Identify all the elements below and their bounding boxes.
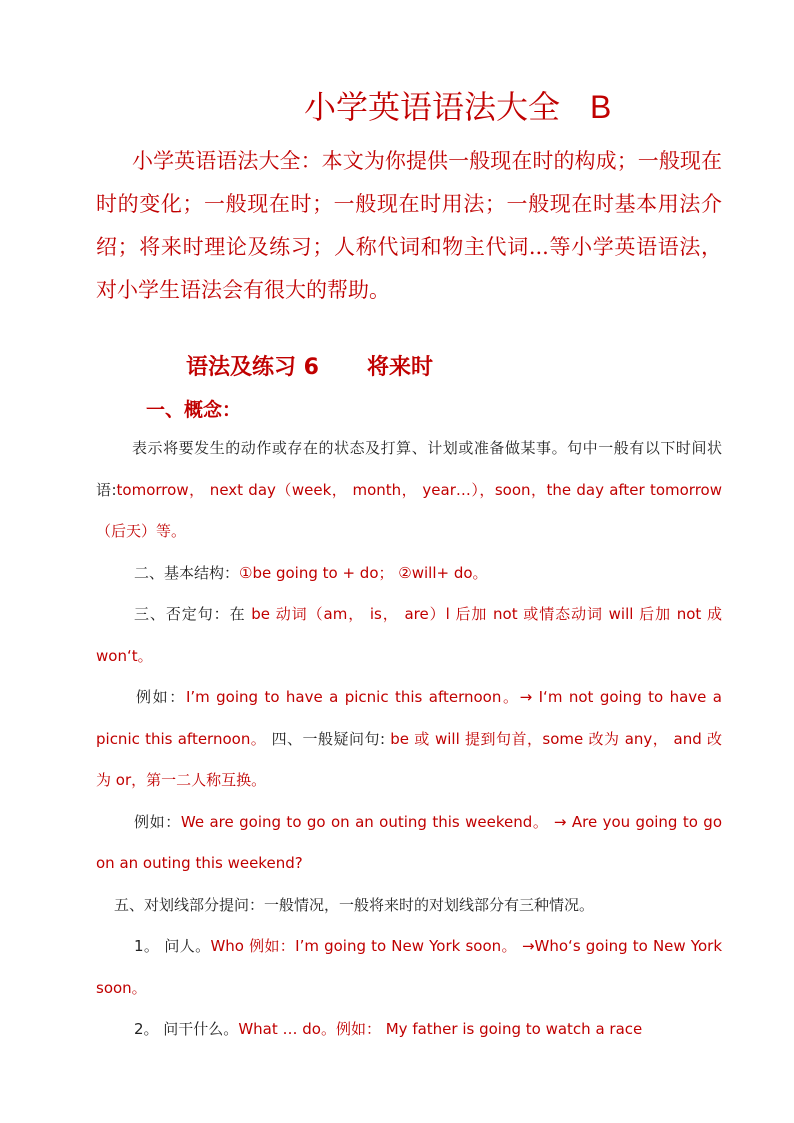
paragraph-ask-what-cn: 2。 问干什么。 [134,1020,239,1038]
paragraph-structure-cn: 二、基本结构： [134,563,240,582]
paragraph-definition-cn: 表示将要发生的动作或存在的状态及打算、计划或准备做某事。句中一般有以下时间状语: [96,439,722,499]
paragraph-ask-who-en: Who 例如：I’m going to New York soon。 →Who‘s going to New York soon。 [96,937,723,997]
paragraph-ask-who-cn: 1。 问人。 [134,937,211,955]
paragraph-underline-question-text: 五、对划线部分提问：一般情况，一般将来时的对划线部分有三种情况。 [114,895,595,914]
paragraph-question-cn: 四、一般疑问句: [271,729,385,748]
paragraph-negative [96,594,722,677]
intro-paragraph: 小学英语语法大全：本文为你提供一般现在时的构成；一般现在时的变化；一般现在时；一般现在时用法；一般现在时基本用法介绍；将来时理论及练习；人称代词和物主代词...等小学英语语法，对小学生语法会有很大的帮助。 [96,149,722,302]
paragraph-negative-cn: 三、否定句：在 [134,605,246,623]
body-text [96,428,722,1051]
paragraph-ask-what-en: What … do。例如： My father is going to watch a race [238,1020,643,1038]
paragraph-question-en: be 或 will 提到句首，some 改为 any， and 改为 or，第一二人称互换。 [96,729,722,789]
paragraph-underline-question [96,885,722,927]
title-main: 小学英语语法大全 [304,88,561,126]
paragraph-ask-what [96,1009,722,1051]
paragraph-example-2 [96,802,722,885]
paragraph-structure [96,553,722,595]
title-letter: B [590,89,612,125]
paragraph-example-1-label: 例如： [136,688,186,706]
paragraph-example-2-label: 例如： [134,812,181,831]
paragraph-example-1 [96,677,722,802]
paragraph-negative-en: be 动词（am， is， are）l 后加 not 或情态动词 will 后加 not 成 won‘t。 [96,605,722,665]
section-title: 语法及练习 6 [186,355,319,380]
paragraph-structure-en: ①be going to + do； ②will+ do。 [239,563,488,582]
section-subtitle: 将来时 [366,355,433,380]
section-heading [186,350,433,386]
paragraph-definition [96,428,722,553]
page-title [0,84,794,130]
paragraph-example-1-en: I’m going to have a picnic this afternoon。→ I‘m not going to have a picnic this afternoon。 [96,688,722,748]
paragraph-definition-en: tomorrow， next day（week， month， year…），soon，the day after tomorrow（后天）等。 [96,480,722,540]
paragraph-ask-who [96,926,722,1009]
paragraph-example-2-en: We are going to go on an outing this weekend。 → Are you going to go on an outing this weekend? [96,812,722,872]
concept-heading: 一、概念： [146,399,242,421]
